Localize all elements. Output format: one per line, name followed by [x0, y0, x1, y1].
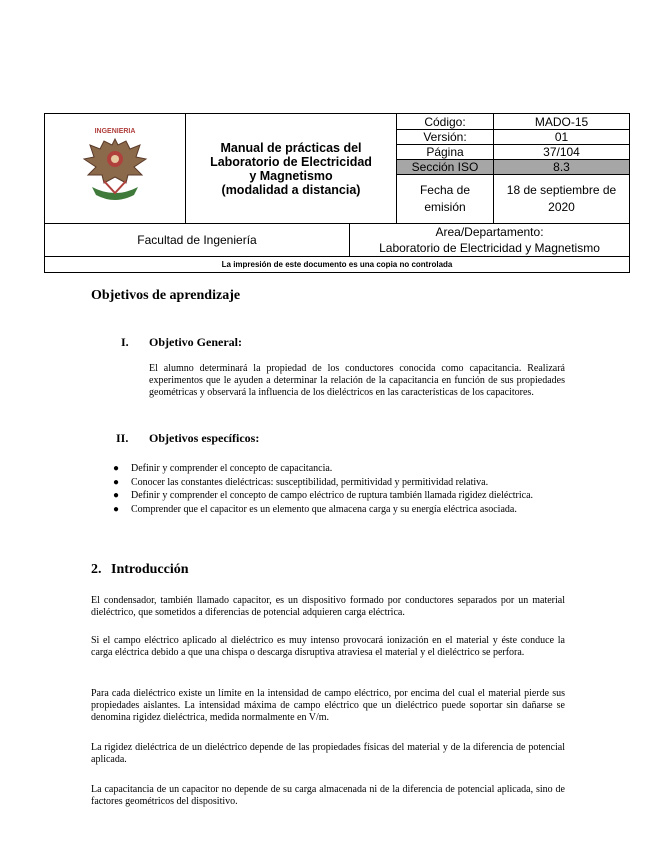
copy-notice: La impresión de este documento es una copia no controlada — [45, 257, 630, 273]
specific-objectives-title: Objetivos específicos: — [149, 431, 260, 445]
area-department: Area/Departamento: Laboratorio de Electricidad y Magnetismo — [350, 223, 630, 257]
bullet-icon: ● — [113, 463, 120, 474]
manual-title: Manual de prácticas del Laboratorio de Electricidad y Magnetismo (modalidad a distancia) — [186, 114, 397, 224]
logo-cell — [45, 114, 186, 224]
intro-paragraph: La rigidez dieléctrica de un dieléctrico depende de las propiedades físicas del material y de la diferencia de potencial aplicada. — [91, 742, 565, 765]
intro-paragraph: La capacitancia de un capacitor no depende de su carga almacenada ni de la diferencia de potencial aplicada, sino de factores geométricos del dispositivo. — [91, 784, 565, 807]
version-value: 01 — [494, 130, 630, 145]
faculty-logo-icon — [74, 123, 156, 209]
intro-paragraph: El condensador, también llamado capacitor, es un dispositivo formado por conductores separados por un material dieléctrico, que sometidos a diferencias de potencial adquieren carga eléctrica. — [91, 595, 565, 618]
pagina-value: 37/104 — [494, 145, 630, 160]
specific-objectives-heading — [116, 431, 576, 446]
fecha-label: Fecha de emisión — [397, 175, 494, 224]
list-item: ● Comprender que el capacitor es un elemento que almacena carga y su energía eléctrica asociada. — [113, 503, 517, 515]
version-label: Versión: — [397, 130, 494, 145]
objectives-heading: Objetivos de aprendizaje — [91, 288, 241, 303]
list-item: ● Definir y comprender el concepto de capacitancia. — [113, 463, 333, 474]
codigo-value: MADO-15 — [494, 114, 630, 130]
intro-paragraph: Para cada dieléctrico existe un límite en la intensidad de campo eléctrico, por encima del cual el material pierde sus propiedades aislantes. La intensidad máxima de campo eléctrico que un dieléctrico puede soportar sin dañarse se denomina rigidez dieléctrica, medida normalmente en V/m. — [91, 688, 565, 723]
specific-objectives-list — [113, 463, 565, 517]
general-objective-title: Objetivo General: — [149, 335, 242, 349]
introduction-number: 2. — [91, 562, 102, 577]
general-objective-heading — [121, 335, 581, 350]
list-item: ● Definir y comprender el concepto de campo eléctrico de ruptura también llamada rigidez dieléctrica. — [113, 490, 534, 501]
general-objective-text: El alumno determinará la propiedad de los conductores conocida como capacitancia. Realizará experimentos que le ayuden a determinar la relación de la capacitancia en función de sus propiedades geométricas y observará la influencia de los dieléctricos en las características de los capacitores. — [149, 363, 565, 398]
seccion-iso-value: 8.3 — [494, 160, 630, 175]
bullet-icon: ● — [113, 503, 120, 515]
introduction-title: Introducción — [111, 562, 189, 577]
specific-objectives-number: II. — [116, 431, 129, 445]
list-item: ● Conocer las constantes dieléctricas: susceptibilidad, permitividad y permitividad relativa. — [113, 476, 489, 488]
bullet-icon: ● — [113, 490, 120, 501]
introduction-heading — [91, 562, 189, 578]
codigo-label: Código: — [397, 114, 494, 130]
fecha-value: 18 de septiembre de 2020 — [494, 175, 630, 224]
bullet-icon: ● — [113, 476, 120, 488]
seccion-iso-label: Sección ISO — [397, 160, 494, 175]
faculty-name: Facultad de Ingeniería — [45, 223, 350, 257]
general-objective-number: I. — [121, 335, 129, 349]
department-row — [44, 223, 630, 257]
svg-text:INGENIERIA: INGENIERIA — [94, 128, 136, 135]
pagina-label: Página — [397, 145, 494, 160]
copy-notice-row — [44, 257, 630, 273]
document-header — [44, 113, 630, 224]
intro-paragraph: Si el campo eléctrico aplicado al dieléctrico es muy intenso provocará ionización en el material y éste conduce la carga eléctrica debido a que una chispa o descarga disruptiva atraviesa el material y el dieléctrico se perfora. — [91, 635, 565, 658]
